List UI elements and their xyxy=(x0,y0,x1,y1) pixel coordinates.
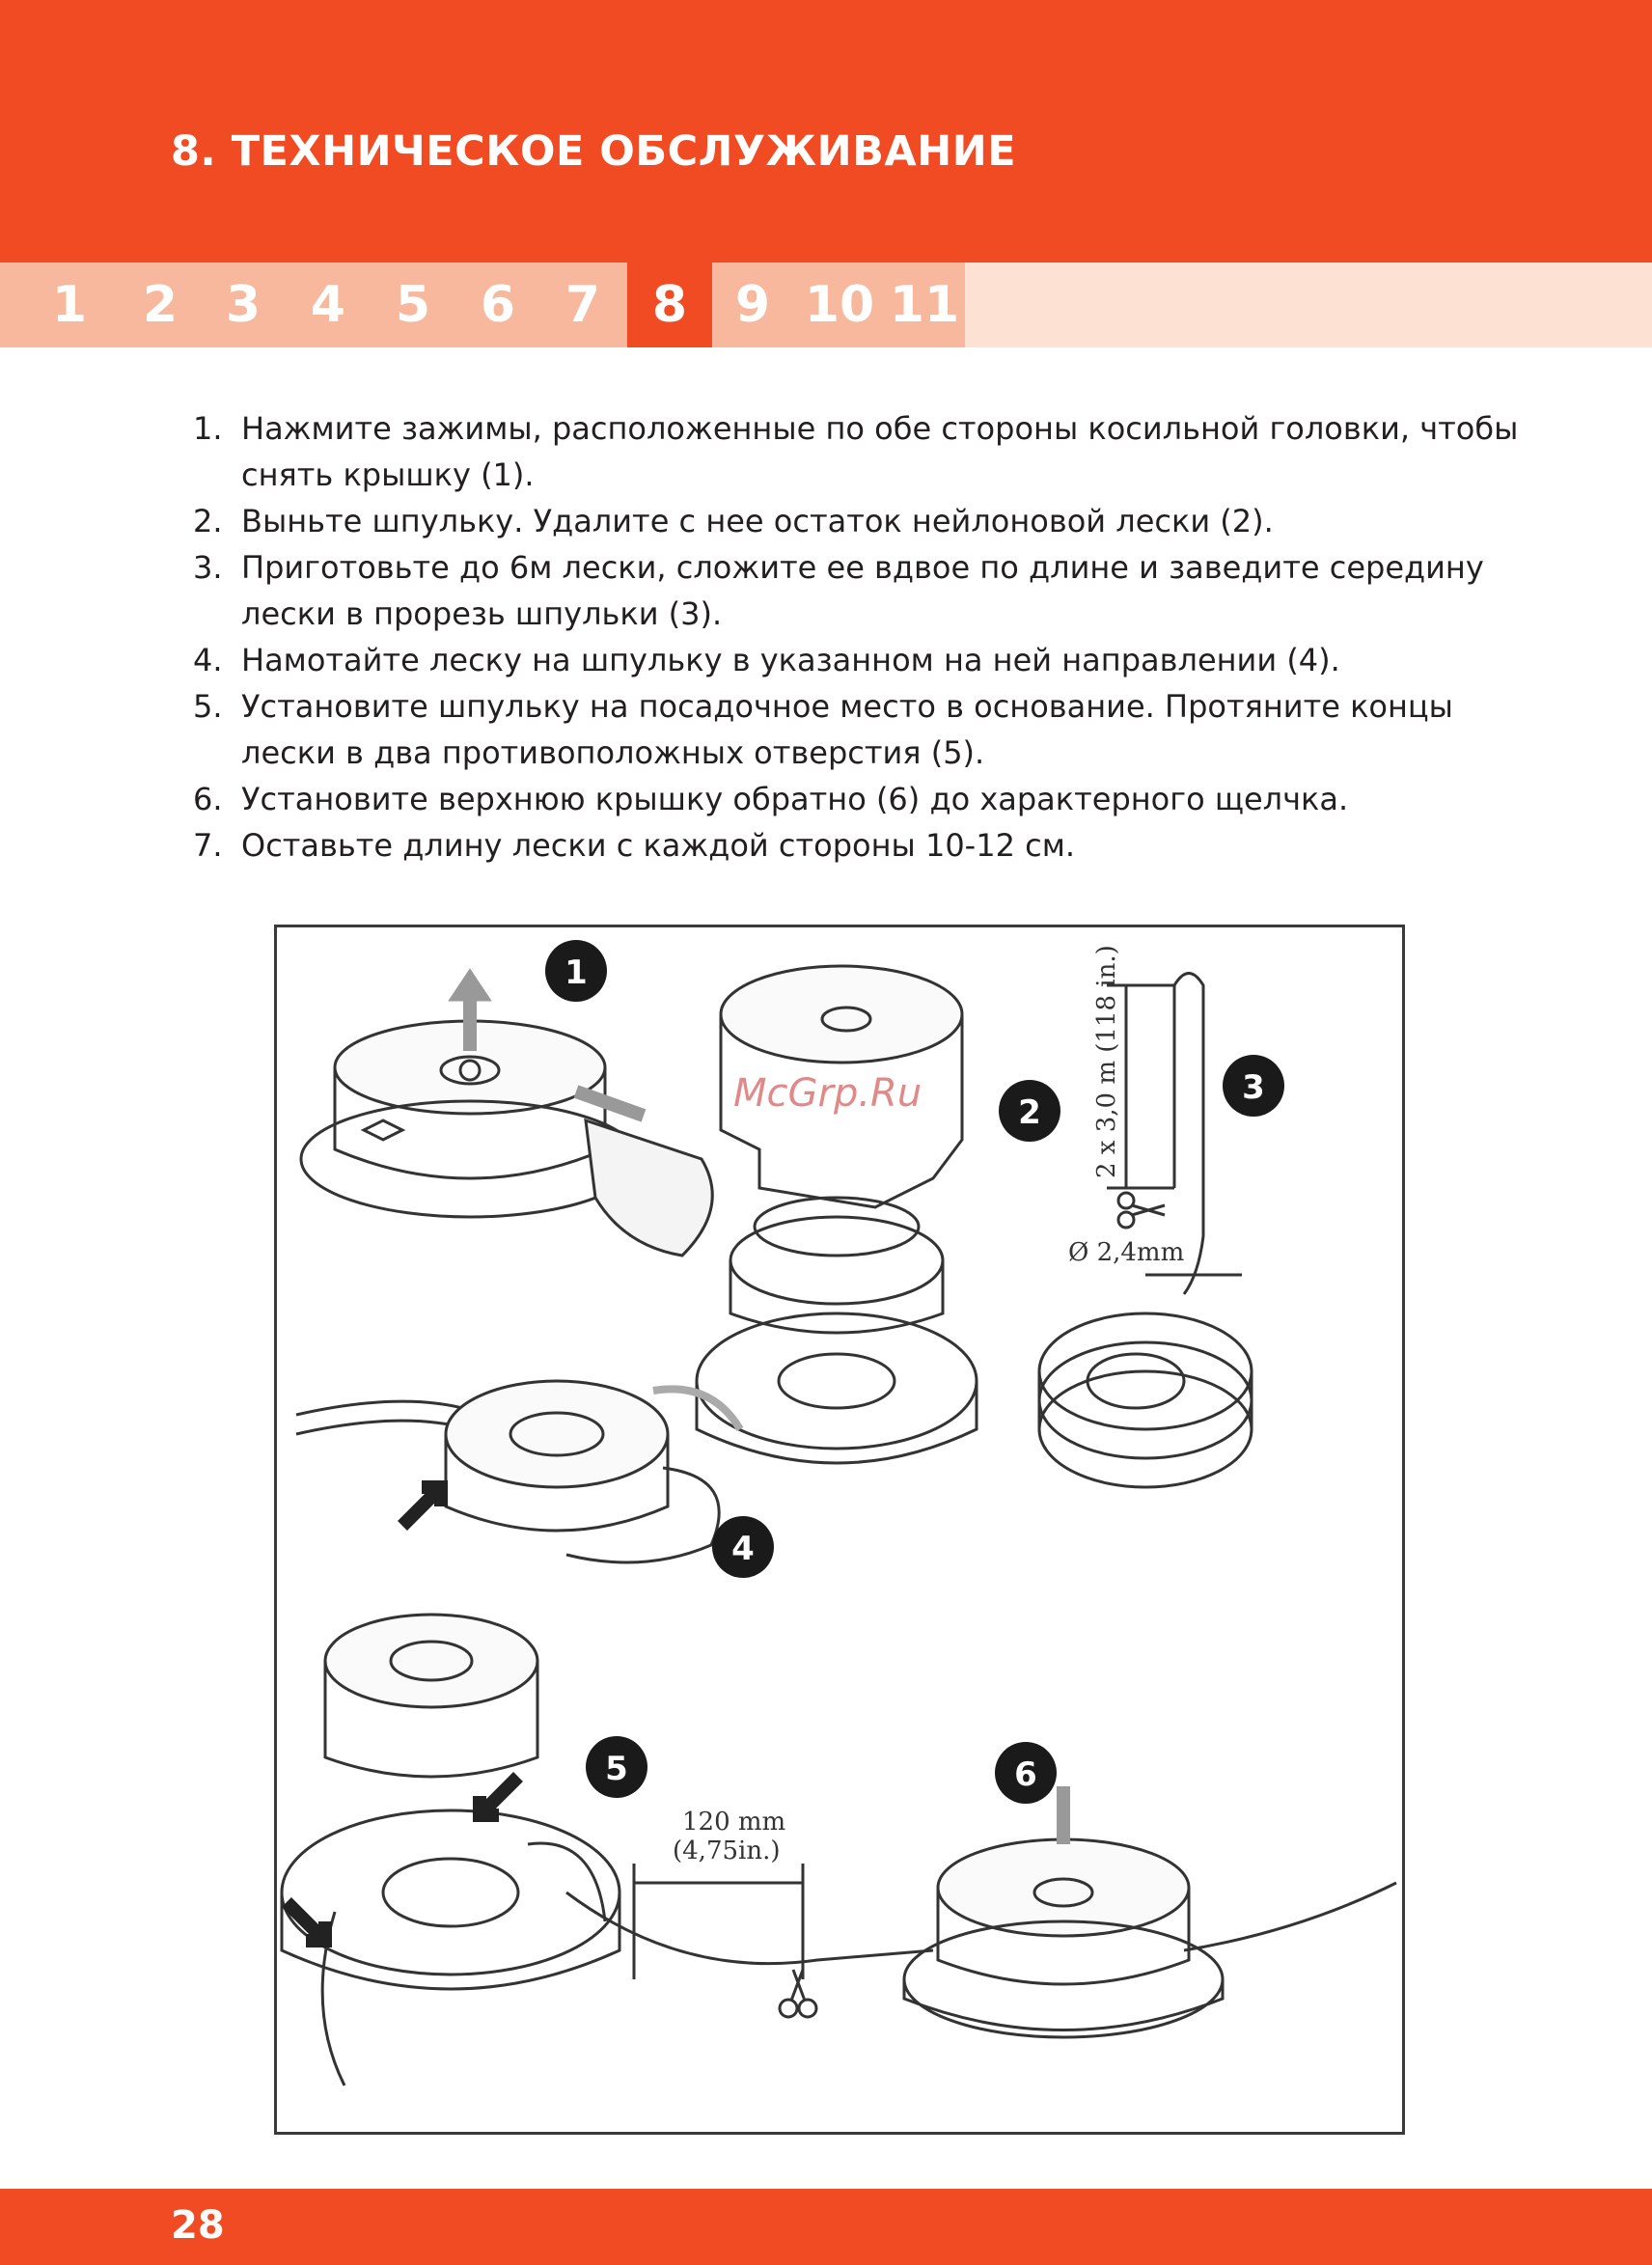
trimmer-head-cap-drawing xyxy=(301,1021,712,1256)
arrow-head-icon xyxy=(451,971,489,1000)
step-number: 3. xyxy=(193,549,223,586)
spool-into-base-drawing xyxy=(282,1615,620,2085)
step-item xyxy=(193,498,1554,544)
chapter-tab-7[interactable]: 7 xyxy=(564,276,601,334)
chapter-tab-6[interactable]: 6 xyxy=(480,276,516,334)
winding-spool-drawing xyxy=(296,1381,740,1562)
section-title: 8. ТЕХНИЧЕСКОЕ ОБСЛУЖИВАНИЕ xyxy=(171,127,1017,176)
dimension-length-label: 2 x 3,0 m (118 in.) xyxy=(1092,945,1121,1178)
instruction-steps xyxy=(193,405,1554,869)
step-text: Нажмите зажимы, расположенные по обе стороны косильной головки, чтобы снять крышку (1). xyxy=(241,410,1519,493)
step-badge-label-3: 3 xyxy=(1242,1068,1265,1107)
chapter-tab-1[interactable]: 1 xyxy=(51,276,88,334)
chapter-tab-8-active[interactable]: 8 xyxy=(627,262,712,347)
footer-bar xyxy=(0,2189,1652,2265)
step-text: Оставьте длину лески с каждой стороны 10-12 см. xyxy=(241,827,1076,864)
step-badge-label-6: 6 xyxy=(1014,1755,1037,1794)
chapter-tab-5[interactable]: 5 xyxy=(395,276,431,334)
watermark-text: McGrp.Ru xyxy=(733,1071,922,1116)
step-number: 6. xyxy=(193,781,223,817)
step-item xyxy=(193,544,1554,637)
step-number: 2. xyxy=(193,503,223,539)
step-number: 5. xyxy=(193,688,223,725)
press-arrow-icon xyxy=(576,1091,644,1116)
dimension-trim-in-label: (4,75in.) xyxy=(673,1837,781,1865)
spool-exploded-drawing xyxy=(697,966,977,1463)
reassembled-head-drawing xyxy=(566,1839,1396,2037)
chapter-tab-2[interactable]: 2 xyxy=(142,276,179,334)
page-number: 28 xyxy=(171,2203,225,2248)
dimension-trim-mm-label: 120 mm xyxy=(682,1808,786,1837)
step-item xyxy=(193,822,1554,869)
chapter-tab-4[interactable]: 4 xyxy=(310,276,346,334)
dimension-diameter-label: Ø 2,4mm xyxy=(1068,1238,1185,1267)
step-item xyxy=(193,683,1554,776)
chapter-tab-10[interactable]: 10 xyxy=(804,276,875,334)
step-number: 1. xyxy=(193,410,223,447)
step-text: Установите шпульку на посадочное место в основание. Протяните концы лески в два противоположных отверстия (5). xyxy=(241,688,1453,771)
step-badge-label-1: 1 xyxy=(564,953,588,992)
step-item xyxy=(193,637,1554,683)
step-text: Выньте шпульку. Удалите с нее остаток нейлоновой лески (2). xyxy=(241,503,1274,539)
step-item xyxy=(193,405,1554,498)
insert-arrow-icon xyxy=(480,1777,518,1815)
folded-line-drawing xyxy=(1039,974,1252,1488)
header-banner xyxy=(0,0,1652,262)
step-badge-label-2: 2 xyxy=(1018,1093,1041,1132)
scissors-icon xyxy=(780,1970,816,2017)
winding-arrow-icon xyxy=(402,1487,441,1526)
step-item xyxy=(193,776,1554,822)
chapter-tab-11[interactable]: 11 xyxy=(889,276,960,334)
scissors-icon xyxy=(1118,1193,1165,1228)
step-text: Установите верхнюю крышку обратно (6) до характерного щелчка. xyxy=(241,781,1349,817)
step-text: Приготовьте до 6м лески, сложите ее вдвое по длине и заведите середину лески в прорезь шпульки (3). xyxy=(241,549,1484,632)
step-number: 4. xyxy=(193,642,223,678)
step-text: Намотайте леску на шпульку в указанном на ней направлении (4). xyxy=(241,642,1340,678)
chapter-tab-9[interactable]: 9 xyxy=(734,276,771,334)
step-number: 7. xyxy=(193,827,223,864)
step-badge-label-4: 4 xyxy=(731,1530,755,1568)
chapter-tab-3[interactable]: 3 xyxy=(225,276,262,334)
step-badge-label-5: 5 xyxy=(605,1750,628,1788)
